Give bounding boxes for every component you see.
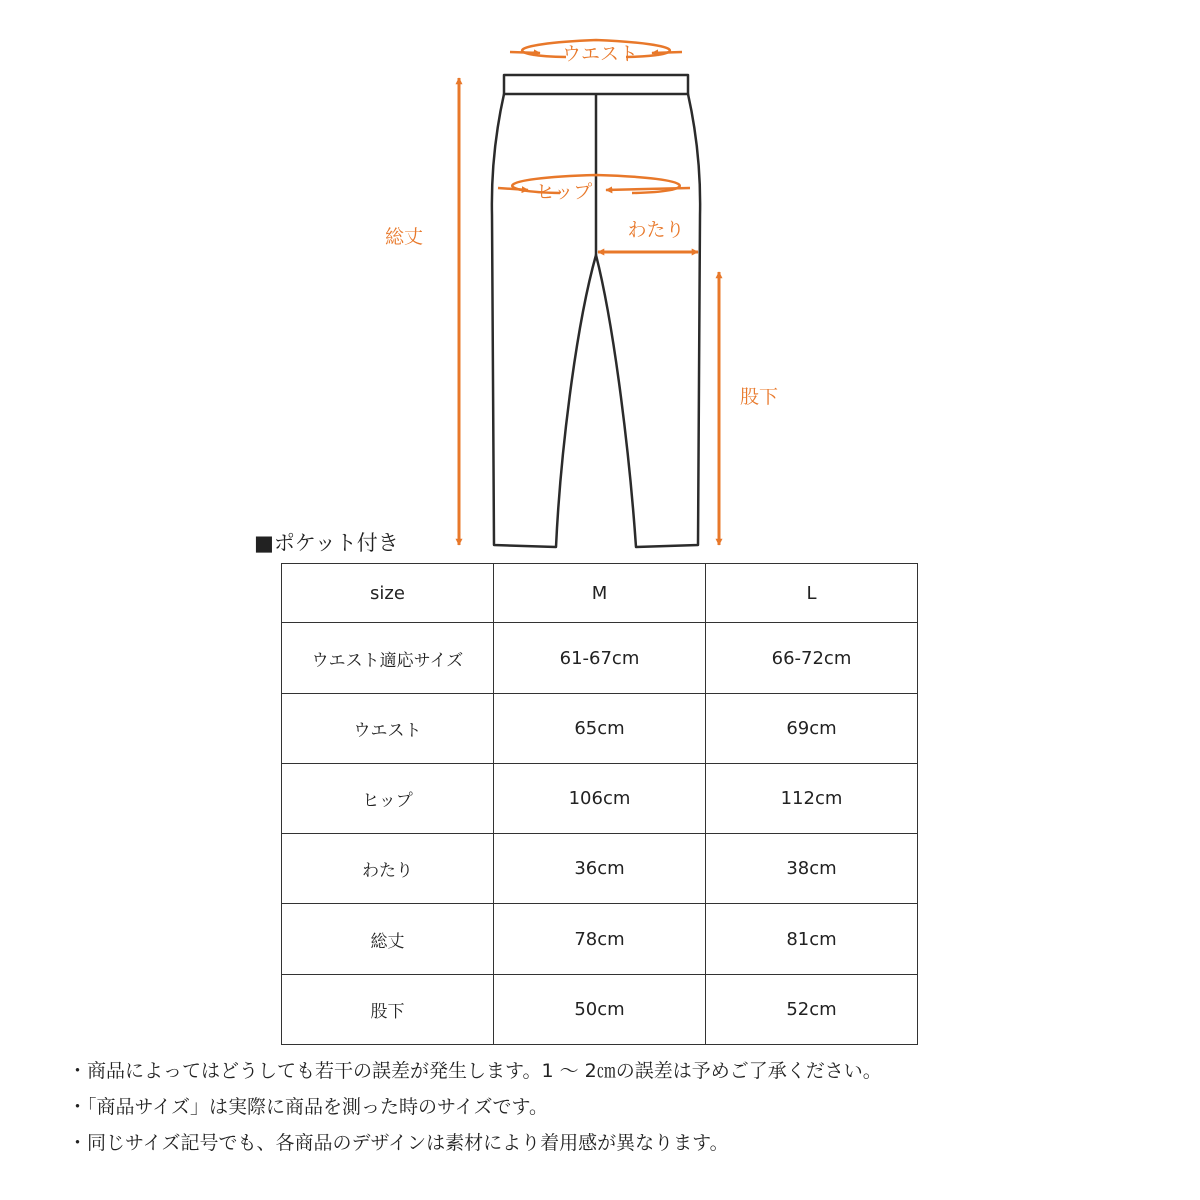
table-cell: 36cm [494,834,706,904]
row-label: 股下 [282,974,494,1044]
table-cell: 81cm [706,904,918,974]
header-cell: M [494,564,706,623]
thigh-label: わたり [627,219,685,241]
table-row [282,904,918,974]
hip-measure [498,175,690,193]
notes-list [68,1058,882,1166]
table-cell: 65cm [494,693,706,763]
row-label: 総丈 [282,904,494,974]
hip-label: ヒップ [535,181,593,203]
table-cell: 66-72cm [706,623,918,693]
table-row [282,834,918,904]
table-cell: 106cm [494,763,706,833]
waist-label: ウエスト [561,43,639,65]
table-header-row [282,564,918,623]
table-row [282,623,918,693]
table-row [282,763,918,833]
table-row [282,974,918,1044]
pants-outline [492,75,700,547]
section-title: ■ポケット付き [254,531,399,555]
row-label: ウエスト [282,693,494,763]
waistband [504,75,688,94]
table-cell: 69cm [706,693,918,763]
note-item: ・商品によってはどうしても若干の誤差が発生します。1 ～ 2㎝の誤差は予めご了承ください。 [68,1060,882,1082]
header-cell: size [282,564,494,623]
table-cell: 50cm [494,974,706,1044]
inseam-label: 股下 [740,386,779,408]
size-table [281,563,918,1045]
row-label: ヒップ [282,763,494,833]
row-label: ウエスト適応サイズ [282,623,494,693]
header-cell: L [706,564,918,623]
total-length-label: 総丈 [385,226,424,248]
table-row [282,693,918,763]
pants-measurement-diagram [0,0,1200,560]
note-item: ・「商品サイズ」は実際に商品を測った時のサイズです。 [68,1096,548,1118]
row-label: わたり [282,834,494,904]
table-cell: 78cm [494,904,706,974]
note-item: ・同じサイズ記号でも、各商品のデザインは素材により着用感が異なります。 [68,1132,729,1154]
table-cell: 61-67cm [494,623,706,693]
table-cell: 52cm [706,974,918,1044]
table-cell: 112cm [706,763,918,833]
table-cell: 38cm [706,834,918,904]
